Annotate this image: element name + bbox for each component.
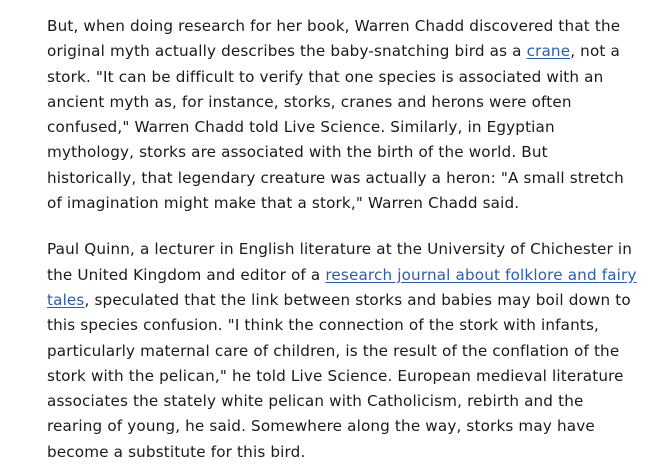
paragraph-1 — [47, 14, 637, 216]
paragraph-2 — [47, 237, 637, 465]
paragraph-1-text-2: , not a stork. "It can be difficult to verify that one species is associated with an ancient myth as, for instance, storks, cranes and herons were often confused," Warren Chadd told Live Science. Similarly, in Egyptian mythology, storks are associated with the birth of the world. But historically, that legendary creature was actually a heron: "A small stretch of imagination might make that a stork," Warren Chadd said. — [47, 42, 624, 213]
paragraph-2-text-1: Paul Quinn, a lecturer in English literature at the University of Chichester in the United Kingdom and editor of a — [47, 240, 633, 284]
paragraph-1-text-1: But, when doing research for her book, Warren Chadd discovered that the original myth actually describes the baby-snatching bird as a — [47, 17, 621, 61]
link-crane[interactable]: crane — [526, 42, 571, 61]
paragraph-2-text-2: , speculated that the link between storks and babies may boil down to this species confusion. "I think the connection of the stork with infants, particularly maternal care of children, is the result of the conflation of the stork with the pelican," he told Live Science. European medieval literature associates the stately white pelican with Catholicism, rebirth and the rearing of young, he said. Somewhere along the way, storks may have become a substitute for this bird.​ — [47, 290, 631, 461]
link-research-journal[interactable]: research journal about folklore and fairy tales — [47, 265, 637, 309]
